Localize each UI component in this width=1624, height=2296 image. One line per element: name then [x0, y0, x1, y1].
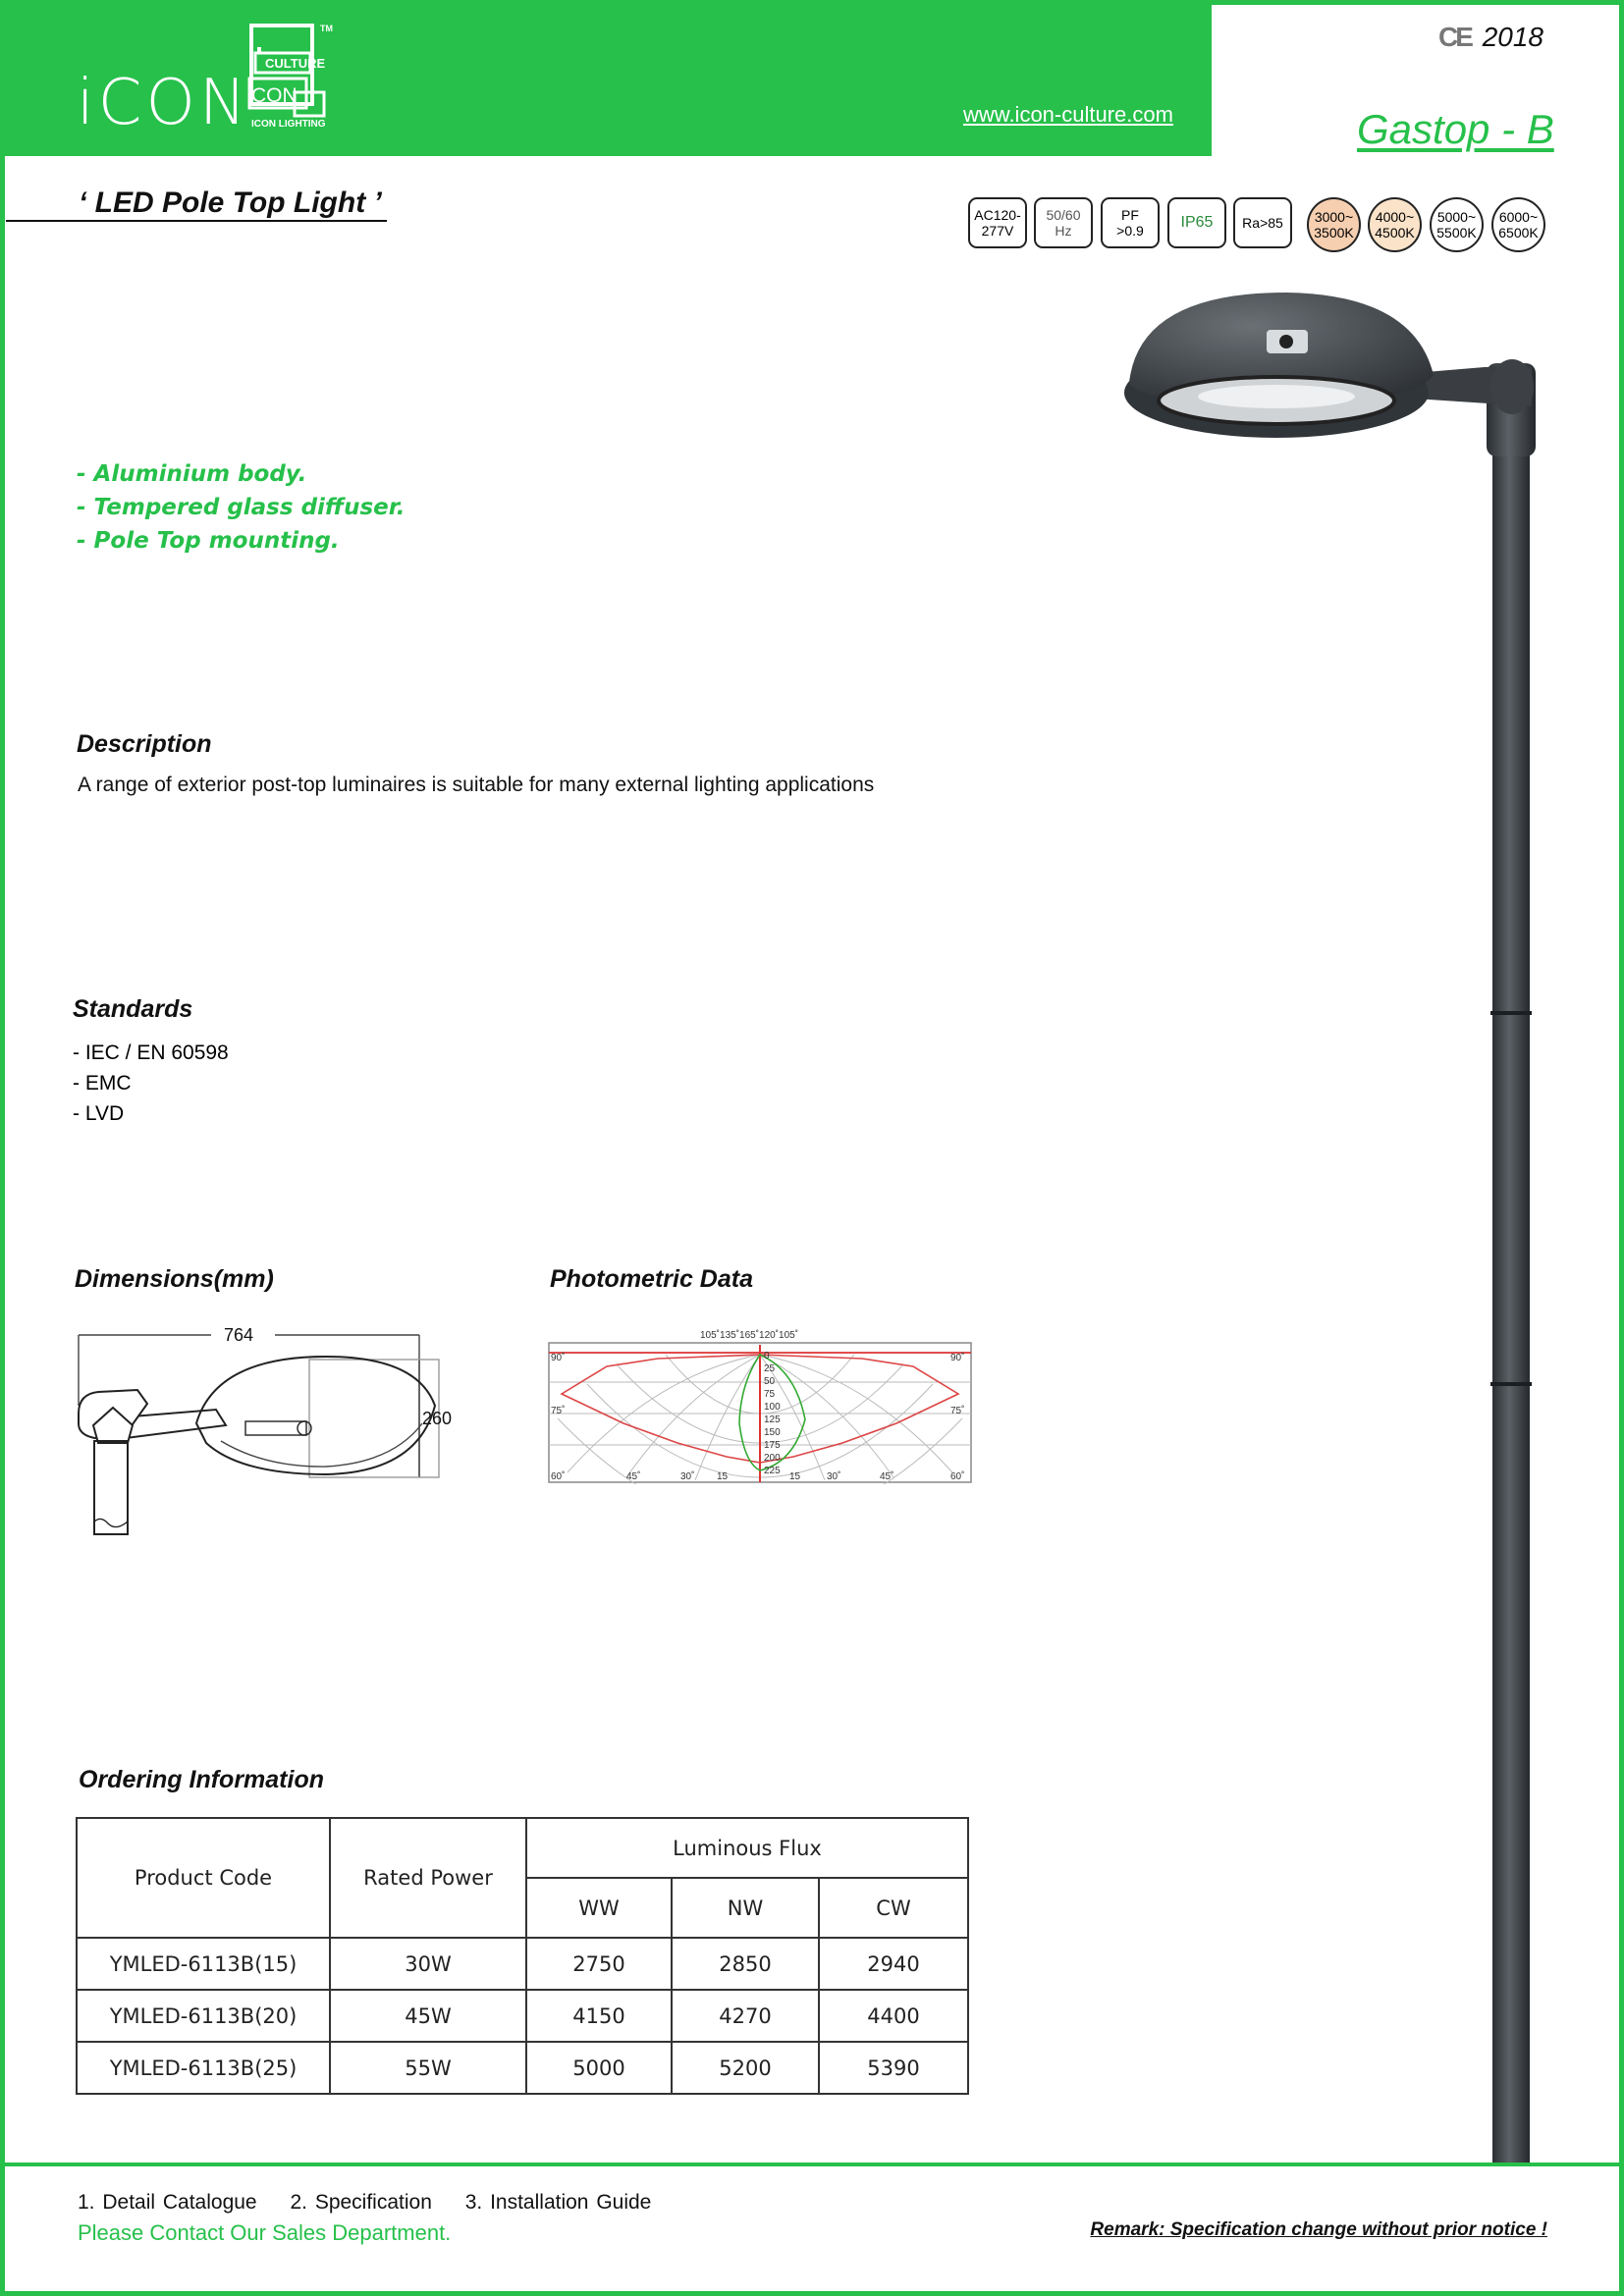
bottom-angle-label: 15 [789, 1471, 801, 1482]
remark-note: Remark: Specification change without prior notice ! [1090, 2219, 1547, 2240]
cct-badge-4000k: 4000~ 4500K [1368, 197, 1422, 252]
power-cell: 55W [330, 2042, 526, 2094]
cw-cell: 2940 [819, 1938, 968, 1990]
photometric-title: Photometric Data [550, 1265, 753, 1293]
feature-item: - Tempered glass diffuser. [77, 495, 406, 520]
bottom-angle-label: 15 [717, 1471, 729, 1482]
contact-note: Please Contact Our Sales Department. [78, 2220, 452, 2245]
logo-culture-text: CULTURE [265, 56, 326, 71]
nw-cell: 2850 [672, 1938, 819, 1990]
left-angle-label: 90˚ [551, 1353, 566, 1363]
radial-label: 150 [764, 1427, 781, 1438]
ww-cell: 4150 [526, 1990, 672, 2042]
feature-list [77, 457, 406, 558]
frequency-badge: 50/60 Hz [1034, 197, 1093, 248]
dimension-height-label: 260 [422, 1409, 453, 1428]
footer-link-installation[interactable]: 3. Installation Guide [464, 2191, 652, 2214]
year-label: 2018 [1482, 22, 1543, 52]
ww-cell: 2750 [526, 1938, 672, 1990]
bottom-angle-label: 30˚ [680, 1471, 695, 1482]
radial-label: 225 [764, 1466, 781, 1476]
radial-label: 0 [764, 1351, 770, 1362]
ww-cell: 5000 [526, 2042, 672, 2094]
certification [1438, 22, 1543, 53]
standards-list [73, 1038, 229, 1129]
photometric-top-labels: 105˚135˚165˚120˚105˚ [700, 1330, 799, 1341]
product-photo [1119, 285, 1571, 2169]
radial-label: 200 [764, 1453, 781, 1464]
cri-badge: Ra>85 [1233, 197, 1292, 248]
footer-divider [0, 2163, 1624, 2166]
standard-item: - EMC [73, 1072, 132, 1095]
header-product-code: Product Code [77, 1818, 330, 1938]
brand-logo-mark [245, 22, 344, 132]
right-angle-label: 60˚ [950, 1471, 965, 1482]
subtitle-underline [6, 220, 387, 222]
left-angle-label: 60˚ [551, 1471, 566, 1482]
feature-item: - Aluminium body. [77, 461, 307, 487]
left-angle-label: 75˚ [551, 1406, 566, 1416]
product-code-cell: YMLED-6113B(15) [77, 1938, 330, 1990]
radial-label: 125 [764, 1415, 781, 1425]
bottom-angle-label: 45˚ [626, 1471, 641, 1482]
model-name: Gastop - B [1357, 106, 1554, 152]
photometric-diagram [548, 1325, 972, 1484]
radial-label: 100 [764, 1402, 781, 1413]
standard-item: - IEC / EN 60598 [73, 1041, 229, 1064]
cct-badge-3000k: 3000~ 3500K [1307, 197, 1361, 252]
radial-label: 50 [764, 1376, 776, 1387]
dimensions-title: Dimensions(mm) [75, 1265, 274, 1293]
header-ww: WW [526, 1878, 672, 1938]
cw-cell: 4400 [819, 1990, 968, 2042]
cct-badge-5000k: 5000~ 5500K [1430, 197, 1484, 252]
dimension-drawing [69, 1315, 491, 1551]
product-subtitle: ‘ LED Pole Top Light ’ [79, 187, 382, 219]
ce-mark: CE [1438, 22, 1471, 52]
logo-sub-text: ICON LIGHTING [251, 119, 326, 130]
header-nw: NW [672, 1878, 819, 1938]
footer-links [78, 2191, 677, 2215]
product-code-cell: YMLED-6113B(20) [77, 1990, 330, 2042]
right-angle-label: 75˚ [950, 1406, 965, 1416]
radial-label: 75 [764, 1389, 776, 1400]
radial-label: 25 [764, 1363, 776, 1374]
dimension-width-label: 764 [224, 1325, 254, 1345]
cct-badge-6000k: 6000~ 6500K [1491, 197, 1545, 252]
header-luminous-flux: Luminous Flux [526, 1818, 968, 1878]
voltage-badge: AC120- 277V [968, 197, 1027, 248]
description-text: A range of exterior post-top luminaires is suitable for many external lighting applications [78, 774, 875, 796]
nw-cell: 5200 [672, 2042, 819, 2094]
description-title: Description [77, 730, 212, 758]
ordering-title: Ordering Information [79, 1766, 324, 1793]
power-cell: 30W [330, 1938, 526, 1990]
bottom-angle-label: 45˚ [880, 1471, 894, 1482]
bottom-angle-label: 30˚ [827, 1471, 841, 1482]
ordering-table [76, 1817, 969, 2095]
header-rated-power: Rated Power [330, 1818, 526, 1938]
table-row [77, 2042, 968, 2094]
power-cell: 45W [330, 1990, 526, 2042]
standard-item: - LVD [73, 1102, 125, 1125]
trademark-text: TM [320, 24, 333, 33]
nw-cell: 4270 [672, 1990, 819, 2042]
logo-con-text: CON [251, 84, 298, 107]
footer-link-catalogue[interactable]: 1. Detail Catalogue [78, 2191, 257, 2214]
feature-item: - Pole Top mounting. [77, 528, 340, 554]
table-row [77, 1990, 968, 2042]
power-factor-badge: PF >0.9 [1101, 197, 1160, 248]
cw-cell: 5390 [819, 2042, 968, 2094]
standards-title: Standards [73, 995, 193, 1023]
right-angle-label: 90˚ [950, 1353, 965, 1363]
table-row [77, 1938, 968, 1990]
product-code-cell: YMLED-6113B(25) [77, 2042, 330, 2094]
radial-label: 175 [764, 1440, 781, 1451]
website-link[interactable]: www.icon-culture.com [963, 102, 1173, 127]
header-cw: CW [819, 1878, 968, 1938]
ip-rating-badge: IP65 [1167, 197, 1226, 248]
brand-logo-text: iCON [77, 67, 250, 139]
footer-link-specification[interactable]: 2. Specification [290, 2191, 432, 2214]
